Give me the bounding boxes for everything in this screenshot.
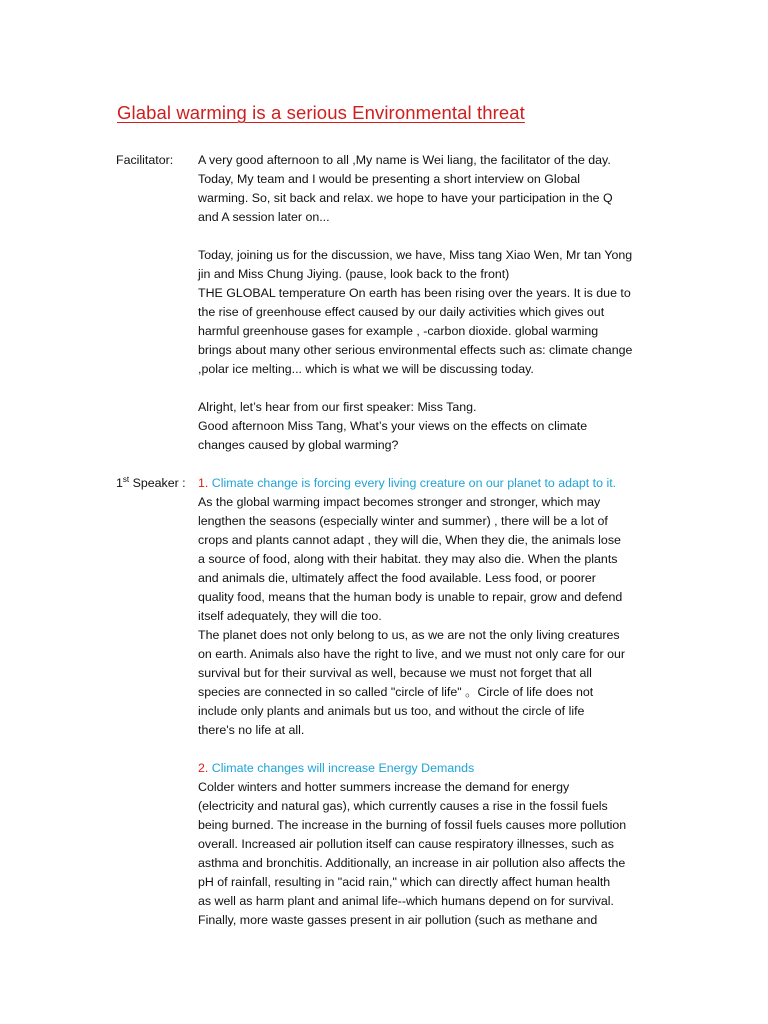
text-line: harmful greenhouse gases for example , -carbon dioxide. global warming — [198, 324, 599, 338]
first-speaker-label — [116, 476, 186, 490]
speaker-ordinal-suffix: st — [122, 474, 130, 484]
text-line: overall. Increased air pollution itself can cause respiratory illnesses, such as — [198, 837, 614, 851]
text-line: include only plants and animals but us too, and without the circle of life — [198, 704, 585, 718]
text-line: Today, My team and I would be presenting a short interview on Global — [198, 172, 581, 186]
text-line: jin and Miss Chung Jiying. (pause, look back to the front) — [198, 267, 510, 281]
text-line: Today, joining us for the discussion, we have, Miss tang Xiao Wen, Mr tan Yong — [198, 248, 633, 262]
document-title: Glabal warming is a serious Environmental threat — [117, 102, 525, 123]
facilitator-label: Facilitator: — [116, 153, 174, 167]
text-line: as well as harm plant and animal life--which humans depend on for survival. — [198, 894, 614, 908]
text-line: survival but for their survival as well, because we must not forget that all — [198, 666, 592, 680]
text-line: species are connected in so called "circle of life" 。Circle of life does not — [198, 685, 594, 699]
text-line: and animals die, ultimately affect the food available. Less food, or poorer — [198, 571, 596, 585]
text-line: Alright, let’s hear from our first speaker: Miss Tang. — [198, 400, 477, 414]
text-line: there's no life at all. — [198, 723, 305, 737]
text-line: the rise of greenhouse effect caused by our daily activities which gives out — [198, 305, 605, 319]
text-line: being burned. The increase in the burning of fossil fuels causes more pollution — [198, 818, 627, 832]
speaker-label-text: Speaker : — [129, 476, 186, 490]
text-line: and A session later on... — [198, 210, 330, 224]
text-line: quality food, means that the human body is unable to repair, grow and defend — [198, 590, 623, 604]
text-line: The planet does not only belong to us, as we are not the only living creatures — [198, 628, 620, 642]
text-line: itself adequately, they will die too. — [198, 609, 382, 623]
text-line: pH of rainfall, resulting in "acid rain," which can directly affect human health — [198, 875, 611, 889]
text-line: A very good afternoon to all ,My name is Wei liang, the facilitator of the day. — [198, 153, 611, 167]
text-line: warming. So, sit back and relax. we hope to have your participation in the Q — [198, 191, 613, 205]
point-number: 2. — [198, 761, 209, 775]
speaker-ordinal: 1 — [116, 476, 123, 490]
text-line: brings about many other serious environmental effects such as: climate change — [198, 343, 633, 357]
text-line: As the global warming impact becomes stronger and stronger, which may — [198, 495, 601, 509]
point-heading — [198, 759, 474, 778]
text-line: ,polar ice melting... which is what we will be discussing today. — [198, 362, 534, 376]
text-line: Good afternoon Miss Tang, What’s your views on the effects on climate — [198, 419, 588, 433]
text-line: Colder winters and hotter summers increase the demand for energy — [198, 780, 570, 794]
text-line: (electricity and natural gas), which currently causes a rise in the fossil fuels — [198, 799, 608, 813]
point-number: 1. — [198, 476, 209, 490]
point-heading — [198, 474, 616, 493]
text-line: lengthen the seasons (especially winter and summer) , there will be a lot of — [198, 514, 608, 528]
text-line: on earth. Animals also have the right to live, and we must not only care for our — [198, 647, 626, 661]
point-title: Climate change is forcing every living creature on our planet to adapt to it. — [211, 476, 617, 490]
text-line: crops and plants cannot adapt , they will die, When they die, the animals lose — [198, 533, 621, 547]
point-title: Climate changes will increase Energy Demands — [211, 761, 475, 775]
text-line: a source of food, along with their habitat. they may also die. When the plants — [198, 552, 618, 566]
text-line: Finally, more waste gasses present in air pollution (such as methane and — [198, 913, 598, 927]
text-line: asthma and bronchitis. Additionally, an increase in air pollution also affects the — [198, 856, 626, 870]
text-line: THE GLOBAL temperature On earth has been rising over the years. It is due to — [198, 286, 631, 300]
text-line: changes caused by global warming? — [198, 438, 399, 452]
